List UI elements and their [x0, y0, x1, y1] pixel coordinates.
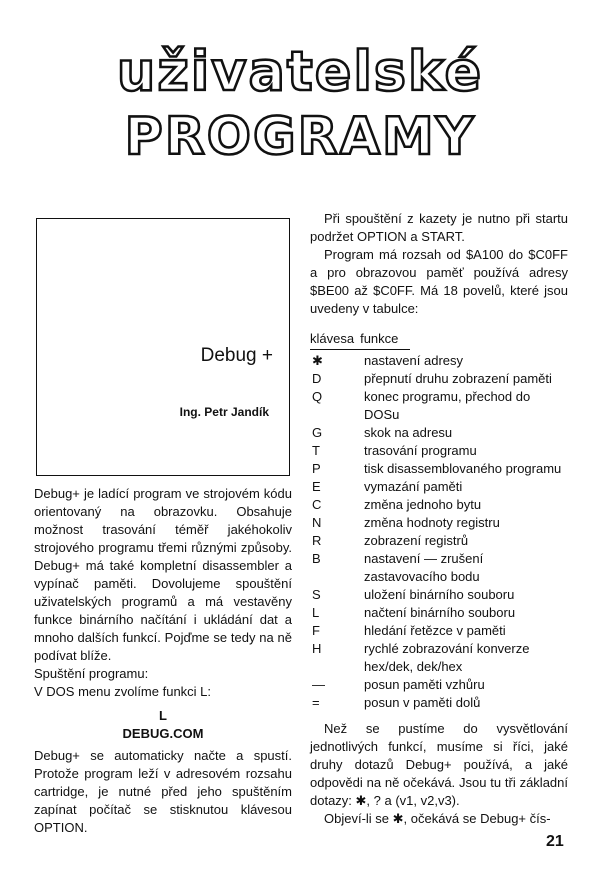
command-function: konec programu, přechod do DOSu: [364, 389, 531, 422]
title-line-2: PROGRAMY: [124, 107, 476, 167]
table-row: [310, 460, 568, 478]
table-row: [310, 694, 568, 712]
command-function: změna jednoho bytu: [364, 497, 482, 512]
command-key: P: [312, 461, 321, 476]
left-column: [34, 485, 292, 837]
table-row: [310, 604, 568, 622]
command-key: G: [312, 425, 323, 440]
article-author: Ing. Petr Jandík: [179, 405, 269, 419]
command-function: posun paměti vzhůru: [364, 677, 485, 692]
auto-run-paragraph: Debug+ se automaticky načte a spustí. Protože program leží v adresovém rozsahu cartridge, je nutné před jeho spuštěním zapínat počítač se stisknutou klávesou OPTION.: [34, 748, 292, 835]
command-key: D: [312, 371, 322, 386]
header-function: funkce: [360, 331, 399, 346]
command-function: uložení binárního souboru: [364, 587, 515, 602]
command-key: L: [312, 605, 320, 620]
article-title: Debug +: [200, 345, 273, 366]
command-function: rychlé zobrazování konverze hex/dek, dek/hex: [364, 641, 530, 674]
intro-paragraph: Debug+ je ladící program ve strojovém kódu orientovaný na obrazovku. Obsahuje možnost trasování téměř jakéhokoliv strojového programu třemi různými způsoby. Debug+ má také kompletní disassembler a vypínač paměti. Dovolujeme spouštění uživatelských programů a má vestavěny funkce binárního načítání i ukládání dat a mnoho dalších funkcí. Pojďme se tedy na ně podívat blíže.: [34, 486, 292, 663]
command-function: přepnutí druhu zobrazení paměti: [364, 371, 552, 386]
objevi-paragraph: Objeví-li se ✱, očekává se Debug+ čís-: [324, 811, 551, 826]
article-title-box: [36, 218, 290, 476]
table-row: [310, 424, 568, 442]
command-key: H: [312, 641, 322, 656]
table-row: [310, 352, 568, 370]
command-key: =: [312, 695, 320, 710]
title-line-1: uživatelské: [116, 40, 484, 103]
command-function: zobrazení registrů: [364, 533, 469, 548]
table-row: [310, 550, 568, 586]
table-row: [310, 640, 568, 676]
table-row: [310, 622, 568, 640]
table-row: [310, 676, 568, 694]
questions-paragraph: Než se pustíme do vysvětlování jednotlivých funkcí, musíme si říci, jaké druhy dotazů Debug+ používá, a jaké odpovědi na ně očekává. Jsou tu tři základní dotazy: ✱, ? a (v1, v2,v3).: [310, 721, 568, 808]
right-column: [310, 210, 568, 828]
command-key: ✱: [312, 353, 323, 368]
command-function: trasování programu: [364, 443, 477, 458]
command-key: B: [312, 551, 321, 566]
table-row: [310, 388, 568, 424]
command-function: načtení binárního souboru: [364, 605, 516, 620]
command-function: nastavení adresy: [364, 353, 464, 368]
load-command-key: L: [159, 708, 167, 723]
command-key: R: [312, 533, 322, 548]
range-paragraph: Program má rozsah od $A100 do $C0FF a pro obrazovou paměť používá adresy $BE00 až $C0FF. Má 18 povelů, které jsou uvedeny v tabulce:: [310, 247, 568, 316]
command-key: C: [312, 497, 322, 512]
command-function: skok na adresu: [364, 425, 453, 440]
command-key: E: [312, 479, 321, 494]
table-row: [310, 496, 568, 514]
command-function: vymazání paměti: [364, 479, 463, 494]
cassette-paragraph: Při spouštění z kazety je nutno při startu podržet OPTION a START.: [310, 211, 568, 244]
table-row: [310, 370, 568, 388]
command-key: F: [312, 623, 320, 638]
command-function: posun v paměti dolů: [364, 695, 481, 710]
command-function: tisk disassemblovaného programu: [364, 461, 562, 476]
command-key: Q: [312, 389, 323, 404]
table-row: [310, 532, 568, 550]
title-artwork: [100, 28, 500, 168]
command-key: T: [312, 443, 320, 458]
command-function: nastavení — zrušení zastavovacího bodu: [364, 551, 484, 584]
table-row: [310, 586, 568, 604]
command-function: změna hodnoty registru: [364, 515, 500, 530]
table-row: [310, 478, 568, 496]
page-number: 21: [546, 833, 564, 850]
command-key: N: [312, 515, 322, 530]
commands-table-header: [310, 330, 410, 350]
commands-table: [310, 352, 568, 712]
command-key: —: [312, 677, 325, 692]
dos-menu-line: V DOS menu zvolíme funkci L:: [34, 684, 212, 699]
load-command-file: DEBUG.COM: [122, 726, 204, 741]
run-heading: Spuštění programu:: [34, 666, 149, 681]
table-row: [310, 514, 568, 532]
table-row: [310, 442, 568, 460]
command-function: hledání řetězce v paměti: [364, 623, 506, 638]
command-key: S: [312, 587, 321, 602]
header-key: klávesa: [310, 331, 355, 346]
